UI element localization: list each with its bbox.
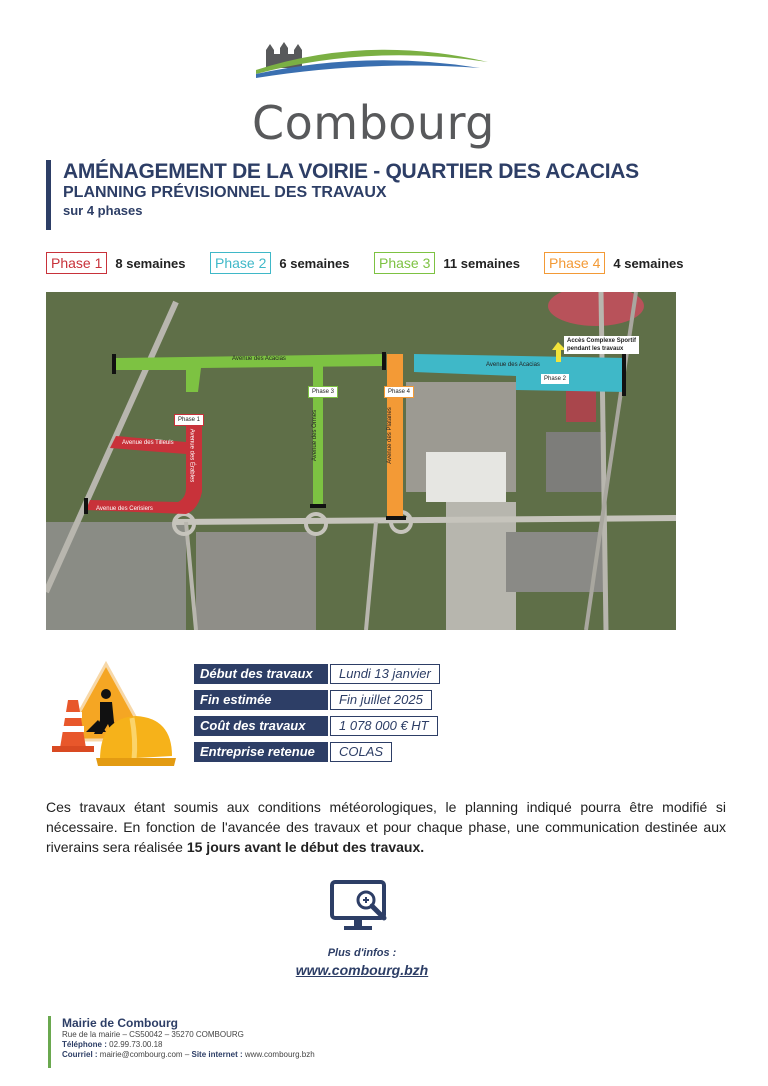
info-row-cout xyxy=(194,716,454,736)
footer-phone-value: 02.99.73.00.18 xyxy=(106,1040,163,1049)
info-label-fin: Fin estimée xyxy=(194,690,328,710)
phase-2-legend xyxy=(210,252,349,274)
info-value-entreprise: COLAS xyxy=(330,742,392,762)
info-label-debut: Début des travaux xyxy=(194,664,328,684)
body-paragraph-text: Ces travaux étant soumis aux conditions météorologiques, le planning indiqué pourra être modifié si nécessaire. En fonction de l'avancée des travaux et pour chaque phase, une communication destinée aux riverains sera réalisée xyxy=(46,799,726,855)
footer-phone xyxy=(62,1040,448,1050)
page-subtitle: PLANNING PRÉVISIONNEL DES TRAVAUX xyxy=(63,184,387,201)
info-label-cout: Coût des travaux xyxy=(194,716,328,736)
phase-3-badge: Phase 3 xyxy=(374,252,435,274)
info-label-entreprise: Entreprise retenue xyxy=(194,742,328,762)
phases-legend xyxy=(46,252,726,274)
footer-site-label: Site internet : xyxy=(191,1050,243,1059)
info-value-debut: Lundi 13 janvier xyxy=(330,664,440,684)
logo-text: Combourg xyxy=(252,96,495,150)
street-label-tilleuls: Avenue des Tilleuls xyxy=(122,440,174,446)
map-label-acces-complexe xyxy=(564,336,639,354)
title-block xyxy=(46,160,736,230)
map-label-phase-1: Phase 1 xyxy=(174,414,204,426)
phase-4-badge: Phase 4 xyxy=(544,252,605,274)
page-title: AMÉNAGEMENT DE LA VOIRIE - QUARTIER DES ACACIAS xyxy=(63,160,639,183)
street-label-platanes: Avenue des Platanes xyxy=(386,407,393,464)
info-row-debut xyxy=(194,664,454,684)
footer-site-value[interactable]: www.combourg.bzh xyxy=(242,1050,315,1059)
page-subtitle-phases: sur 4 phases xyxy=(63,203,143,218)
map-label-phase-3: Phase 3 xyxy=(308,386,338,398)
aerial-map xyxy=(46,292,676,630)
footer-phone-label: Téléphone : xyxy=(62,1040,107,1049)
castle-wave-icon xyxy=(248,38,498,100)
street-label-acacias-west: Avenue des Acacias xyxy=(232,356,286,362)
body-paragraph xyxy=(46,797,726,857)
street-label-cerisiers: Avenue des Cerisiers xyxy=(96,506,153,512)
info-value-fin: Fin juillet 2025 xyxy=(330,690,432,710)
footer-email-label: Courriel : xyxy=(62,1050,98,1059)
street-label-acacias-east: Avenue des Acacias xyxy=(486,362,540,368)
info-value-cout: 1 078 000 € HT xyxy=(330,716,438,736)
acces-line-2: pendant les travaux xyxy=(567,346,624,352)
footer-contact xyxy=(62,1050,448,1060)
phase-1-legend xyxy=(46,252,185,274)
footer-title: Mairie de Combourg xyxy=(62,1016,179,1030)
monitor-search-icon xyxy=(330,880,392,936)
website-link[interactable]: www.combourg.bzh xyxy=(295,962,429,978)
more-info-label: Plus d'infos : xyxy=(327,947,397,959)
footer-address: Rue de la mairie – CS50042 – 35270 COMBOURG xyxy=(62,1030,244,1039)
body-paragraph-bold: 15 jours avant le début des travaux. xyxy=(186,839,425,855)
street-label-ormes: Avenue des Ormes xyxy=(312,409,319,462)
map-label-phase-4: Phase 4 xyxy=(384,386,414,398)
phase-3-legend xyxy=(374,252,520,274)
acces-line-1: Accès Complexe Sportif xyxy=(567,338,637,344)
info-row-fin xyxy=(194,690,454,710)
phase-2-badge: Phase 2 xyxy=(210,252,271,274)
phase-4-duration: 4 semaines xyxy=(613,255,684,271)
street-label-erables: Avenue des Érables xyxy=(188,428,195,483)
phase-1-badge: Phase 1 xyxy=(46,252,107,274)
roadwork-icon xyxy=(48,660,178,770)
footer xyxy=(48,1016,448,1068)
info-row-entreprise xyxy=(194,742,454,762)
phase-2-duration: 6 semaines xyxy=(279,255,350,271)
phase-1-duration: 8 semaines xyxy=(115,255,186,271)
map-label-phase-2: Phase 2 xyxy=(540,373,570,385)
phase-3-duration: 11 semaines xyxy=(443,255,520,271)
combourg-logo xyxy=(248,38,498,150)
footer-email-value[interactable]: mairie@combourg.com – xyxy=(97,1050,192,1059)
phase-4-legend xyxy=(544,252,683,274)
